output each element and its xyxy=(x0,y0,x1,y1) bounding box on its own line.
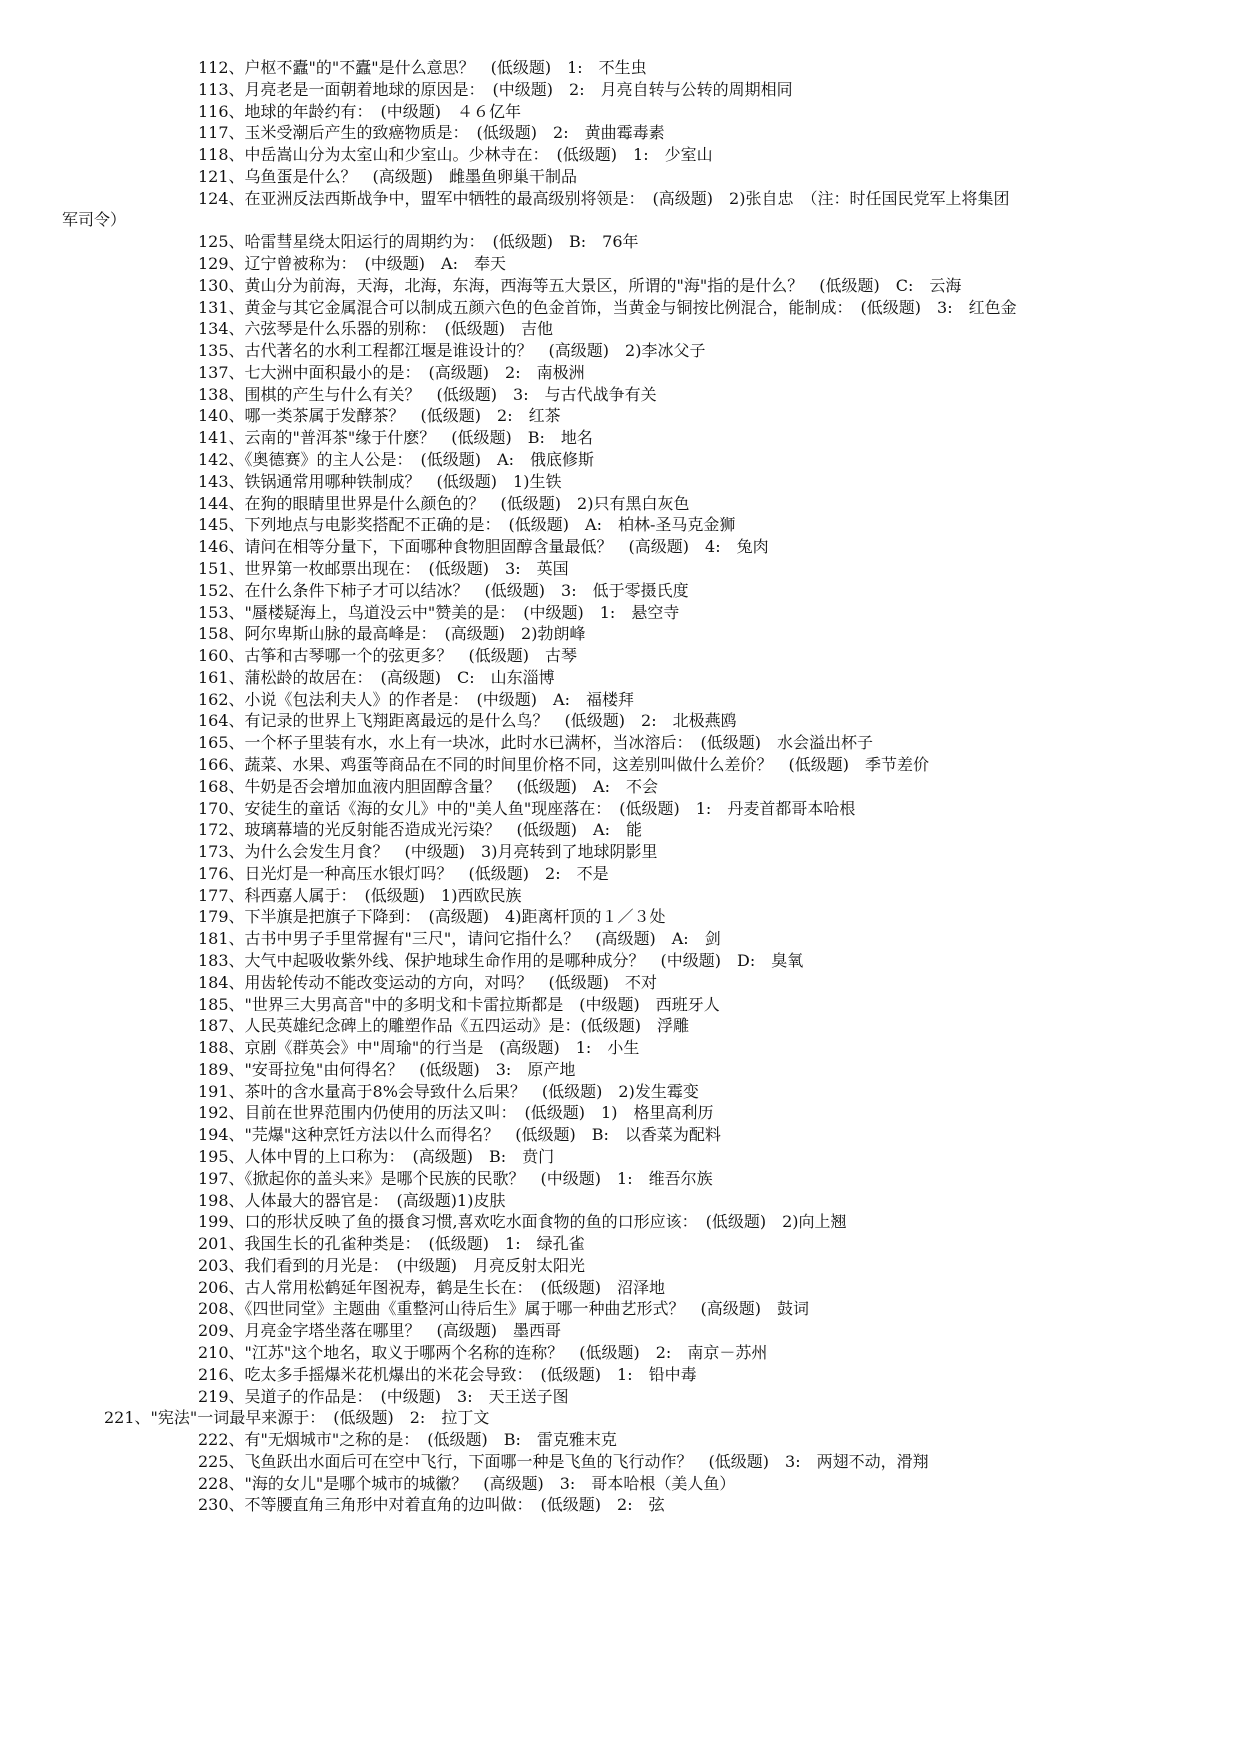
question-text: 166、蔬菜、水果、鸡蛋等商品在不同的时间里价格不同，这差别叫做什么差价？ (低级题) 季节差价 xyxy=(198,755,930,774)
question-text: 187、人民英雄纪念碑上的雕塑作品《五四运动》是：(低级题) 浮雕 xyxy=(198,1016,690,1035)
question-text: 222、有"无烟城市"之称的是： (低级题) B: 雷克雅末克 xyxy=(198,1430,617,1449)
question-text: 137、七大洲中面积最小的是： (高级题) 2: 南极洲 xyxy=(198,363,585,382)
question-text: 183、大气中起吸收紫外线、保护地球生命作用的是哪种成分？ (中级题) D: 臭氧 xyxy=(198,951,804,970)
question-text: 194、"芫爆"这种烹饪方法以什么而得名？ (低级题) B: 以香菜为配料 xyxy=(198,1125,721,1144)
question-text: 125、哈雷彗星绕太阳运行的周期约为： (低级题) B: 76年 xyxy=(198,232,639,251)
question-text: 179、下半旗是把旗子下降到： (高级题) 4)距离杆顶的１／３处 xyxy=(198,907,666,926)
question-text: 121、乌鱼蛋是什么？ (高级题) 雌墨鱼卵巢干制品 xyxy=(198,167,578,186)
question-text: 117、玉米受潮后产生的致癌物质是： (低级题) 2: 黄曲霉毒素 xyxy=(198,123,665,142)
question-text: 160、古筝和古琴哪一个的弦更多？ (低级题) 古琴 xyxy=(198,646,578,665)
question-text: 146、请问在相等分量下，下面哪种食物胆固醇含量最低？ (高级题) 4: 兔肉 xyxy=(198,537,769,556)
question-text: 195、人体中胃的上口称为： (高级题) B: 贲门 xyxy=(198,1147,555,1166)
question-text: 164、有记录的世界上飞翔距离最远的是什么鸟？ (低级题) 2: 北极燕鸥 xyxy=(198,711,737,730)
question-text: 130、黄山分为前海，天海，北海，东海，西海等五大景区，所谓的"海"指的是什么？ (低级题) C: 云海 xyxy=(198,276,962,295)
question-text: 113、月亮老是一面朝着地球的原因是： (中级题) 2: 月亮自转与公转的周期相同 xyxy=(198,80,793,99)
question-text: 209、月亮金字塔坐落在哪里？ (高级题) 墨西哥 xyxy=(198,1321,562,1340)
question-text: 142、《奥德赛》的主人公是： (低级题) A: 俄底修斯 xyxy=(198,450,594,469)
question-text: 153、"蜃楼疑海上，鸟道没云中"赞美的是： (中级题) 1: 悬空寺 xyxy=(198,603,680,622)
question-text: 185、"世界三大男高音"中的多明戈和卡雷拉斯都是 (中级题) 西班牙人 xyxy=(198,995,720,1014)
question-text: 197、《掀起你的盖头来》是哪个民族的民歌？ (中级题) 1: 维吾尔族 xyxy=(198,1169,713,1188)
question-text: 201、我国生长的孔雀种类是： (低级题) 1: 绿孔雀 xyxy=(198,1234,585,1253)
question-text: 124、在亚洲反法西斯战争中，盟军中牺牲的最高级别将领是： (高级题) 2)张自忠 （注：时任国民党军上将集团 xyxy=(198,189,1010,208)
question-text: 129、辽宁曾被称为： (中级题) A: 奉天 xyxy=(198,254,506,273)
question-text: 144、在狗的眼睛里世界是什么颜色的？ (低级题) 2)只有黑白灰色 xyxy=(198,494,690,513)
question-text: 225、飞鱼跃出水面后可在空中飞行，下面哪一种是飞鱼的飞行动作？ (低级题) 3: 两翅不动，滑翔 xyxy=(198,1452,929,1471)
question-text: 177、科西嘉人属于： (低级题) 1)西欧民族 xyxy=(198,886,522,905)
question-text: 206、古人常用松鹤延年图祝寿，鹤是生长在： (低级题) 沼泽地 xyxy=(198,1278,666,1297)
question-text: 172、玻璃幕墙的光反射能否造成光污染？ (低级题) A: 能 xyxy=(198,820,642,839)
question-text: 192、目前在世界范围内仍使用的历法又叫： (低级题) 1) 格里高利历 xyxy=(198,1103,714,1122)
question-text: 208、《四世同堂》主题曲《重整河山待后生》属于哪一种曲艺形式？ (高级题) 鼓词 xyxy=(198,1299,810,1318)
question-text: 152、在什么条件下柿子才可以结冰？ (低级题) 3: 低于零摄氏度 xyxy=(198,581,689,600)
question-text: 134、六弦琴是什么乐器的别称： (低级题) 吉他 xyxy=(198,319,554,338)
question-text: 189、"安哥拉兔"由何得名？ (低级题) 3: 原产地 xyxy=(198,1060,576,1079)
question-text: 173、为什么会发生月食？ (中级题) 3)月亮转到了地球阴影里 xyxy=(198,842,658,861)
question-text: 118、中岳嵩山分为太室山和少室山。少林寺在： (低级题) 1: 少室山 xyxy=(198,145,713,164)
question-text: 158、阿尔卑斯山脉的最高峰是： (高级题) 2)勃朗峰 xyxy=(198,624,586,643)
question-text: 188、京剧《群英会》中"周瑜"的行当是 (高级题) 1: 小生 xyxy=(198,1038,640,1057)
question-text: 216、吃太多手摇爆米花机爆出的米花会导致： (低级题) 1: 铅中毒 xyxy=(198,1365,697,1384)
question-text: 203、我们看到的月光是： (中级题) 月亮反射太阳光 xyxy=(198,1256,586,1275)
question-text: 168、牛奶是否会增加血液内胆固醇含量？ (低级题) A: 不会 xyxy=(198,777,658,796)
question-text: 112、户枢不蠹"的"不蠹"是什么意思？ (低级题) 1: 不生虫 xyxy=(198,58,647,77)
question-text: 145、下列地点与电影奖搭配不正确的是： (低级题) A: 柏林-圣马克金狮 xyxy=(198,515,736,534)
question-text: 135、古代著名的水利工程都江堰是谁设计的？ (高级题) 2)李冰父子 xyxy=(198,341,706,360)
question-text: 161、蒲松龄的故居在： (高级题) C: 山东淄博 xyxy=(198,668,555,687)
question-text: 176、日光灯是一种高压水银灯吗？ (低级题) 2: 不是 xyxy=(198,864,609,883)
question-text: 165、一个杯子里装有水，水上有一块冰，此时水已满杯，当冰溶后： (低级题) 水会溢出杯子 xyxy=(198,733,874,752)
question-text: 军司令） xyxy=(62,210,127,229)
question-text: 162、小说《包法利夫人》的作者是： (中级题) A: 福楼拜 xyxy=(198,690,634,709)
question-text: 140、哪一类茶属于发酵茶？ (低级题) 2: 红茶 xyxy=(198,406,561,425)
question-text: 141、云南的"普洱茶"缘于什麽？ (低级题) B: 地名 xyxy=(198,428,593,447)
question-text: 151、世界第一枚邮票出现在： (低级题) 3: 英国 xyxy=(198,559,569,578)
question-text: 219、吴道子的作品是： (中级题) 3: 天王送子图 xyxy=(198,1387,569,1406)
question-text: 199、口的形状反映了鱼的摄食习惯,喜欢吃水面食物的鱼的口形应该： (低级题) 2)向上翘 xyxy=(198,1212,847,1231)
question-text: 230、不等腰直角三角形中对着直角的边叫做： (低级题) 2: 弦 xyxy=(198,1495,665,1514)
question-text: 228、"海的女儿"是哪个城市的城徽？ (高级题) 3: 哥本哈根（美人鱼） xyxy=(198,1474,736,1493)
question-text: 191、茶叶的含水量高于8%会导致什么后果？ (低级题) 2)发生霉变 xyxy=(198,1082,699,1101)
question-text: 143、铁锅通常用哪种铁制成？ (低级题) 1)生铁 xyxy=(198,472,562,491)
question-text: 138、围棋的产生与什么有关？ (低级题) 3: 与古代战争有关 xyxy=(198,385,657,404)
question-text: 131、黄金与其它金属混合可以制成五颜六色的色金首饰，当黄金与铜按比例混合，能制成： (低级题) 3: 红色金 xyxy=(198,298,1017,317)
question-text: 210、"江苏"这个地名，取义于哪两个名称的连称？ (低级题) 2: 南京－苏州 xyxy=(198,1343,768,1362)
question-text: 116、地球的年龄约有： (中级题) ４６亿年 xyxy=(198,102,522,121)
question-text: 170、安徒生的童话《海的女儿》中的"美人鱼"现座落在： (低级题) 1: 丹麦首都哥本哈根 xyxy=(198,799,856,818)
question-text: 198、人体最大的器官是： (高级题)1)皮肤 xyxy=(198,1191,506,1210)
question-text: 184、用齿轮传动不能改变运动的方向，对吗？ (低级题) 不对 xyxy=(198,973,658,992)
question-text: 221、"宪法"一词最早来源于： (低级题) 2: 拉丁文 xyxy=(104,1408,490,1427)
question-text: 181、古书中男子手里常握有"三尺"，请问它指什么？ (高级题) A: 剑 xyxy=(198,929,721,948)
